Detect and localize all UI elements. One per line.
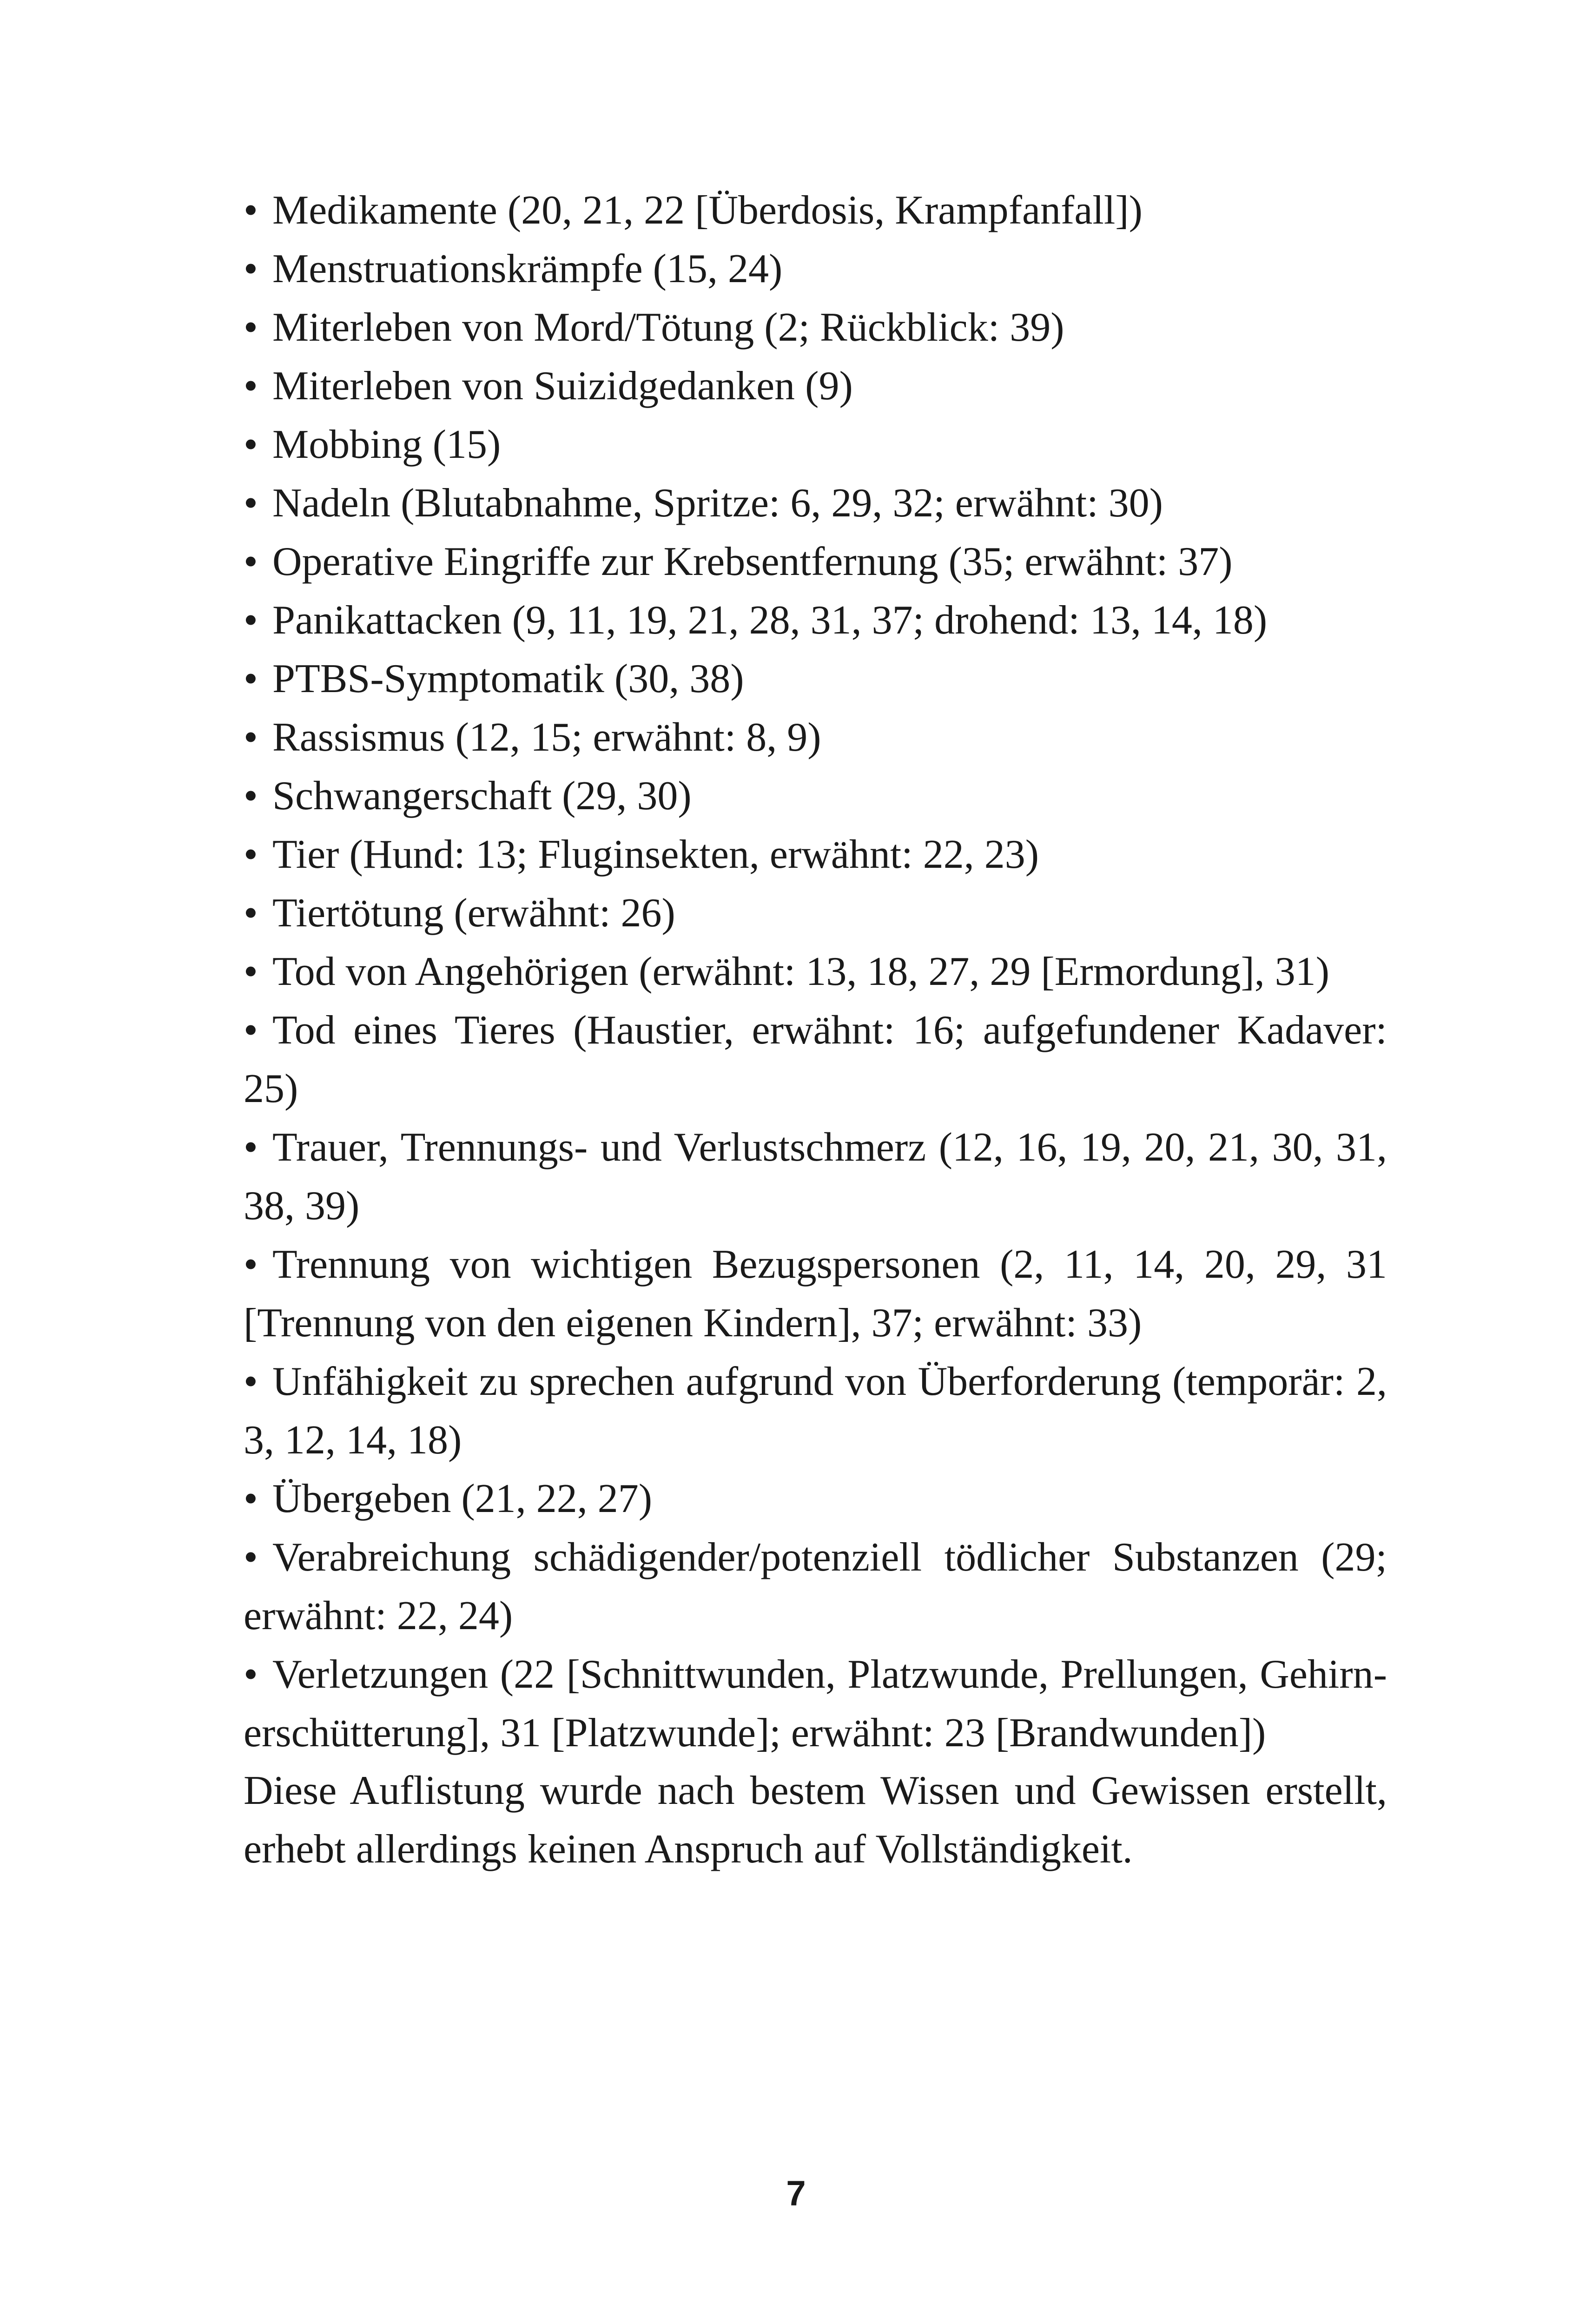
list-item — [244, 825, 1387, 884]
bullet: • — [244, 481, 258, 526]
bullet: • — [244, 363, 258, 409]
bullet: • — [244, 1476, 258, 1521]
list-item — [244, 1470, 1387, 1528]
list-item — [244, 357, 1387, 416]
bullet: • — [244, 1008, 258, 1053]
trigger-list — [244, 181, 1387, 1763]
list-item — [244, 884, 1387, 943]
list-item-text: Verletzungen (22 [Schnittwunden, Platzwunde, Prellungen, Gehirnerschütterung], 31 [Platzwunde]; erwähnt: 23 [Brandwunden]) — [244, 1652, 1387, 1756]
list-item-text: Tiertötung (erwähnt: 26) — [272, 891, 675, 936]
bullet: • — [244, 891, 258, 936]
bullet: • — [244, 656, 258, 701]
list-item — [244, 708, 1387, 767]
list-item-text: Verabreichung schädigender/potenziell tödlicher Substanzen (29; erwähnt: 22, 24) — [244, 1535, 1387, 1638]
list-item-text: Schwangerschaft (29, 30) — [272, 773, 692, 819]
list-item-text: PTBS-Symptomatik (30, 38) — [272, 656, 744, 701]
list-item-text: Nadeln (Blutabnahme, Spritze: 6, 29, 32; erwähnt: 30) — [272, 481, 1163, 526]
list-item-text: Tod von Angehörigen (erwähnt: 13, 18, 27, 29 [Ermordung], 31) — [272, 949, 1330, 994]
list-item — [244, 181, 1387, 240]
bullet: • — [244, 188, 258, 233]
list-item — [244, 533, 1387, 591]
bullet: • — [244, 832, 258, 877]
list-item-text: Medikamente (20, 21, 22 [Überdosis, Krampfanfall]) — [272, 188, 1143, 233]
bullet: • — [244, 598, 258, 643]
list-item — [244, 767, 1387, 825]
list-item-text: Menstruationskrämpfe (15, 24) — [272, 246, 783, 291]
list-item-text: Miterleben von Suizidgedanken (9) — [272, 363, 853, 409]
list-item — [244, 416, 1387, 474]
bullet: • — [244, 715, 258, 760]
list-item-text: Panikattacken (9, 11, 19, 21, 28, 31, 37; drohend: 13, 14, 18) — [272, 598, 1268, 643]
list-item-text: Übergeben (21, 22, 27) — [272, 1476, 653, 1521]
list-item — [244, 943, 1387, 1001]
list-item-text: Miterleben von Mord/Tötung (2; Rückblick: 39) — [272, 305, 1064, 350]
list-item-text: Rassismus (12, 15; erwähnt: 8, 9) — [272, 715, 821, 760]
list-item — [244, 240, 1387, 298]
bullet: • — [244, 1242, 258, 1287]
list-item — [244, 474, 1387, 533]
bullet: • — [244, 1125, 258, 1170]
list-item-text: Unfähigkeit zu sprechen aufgrund von Überforderung (temporär: 2, 3, 12, 14, 18) — [244, 1359, 1387, 1463]
bullet: • — [244, 305, 258, 350]
list-item — [244, 650, 1387, 708]
bullet: • — [244, 949, 258, 994]
completeness-note: Diese Auflistung wurde nach bestem Wissen und Gewissen erstellt, erhebt allerdings keinen Anspruch auf Vollständigkeit. — [244, 1768, 1387, 1872]
list-item-text: Tier (Hund: 13; Fluginsekten, erwähnt: 22, 23) — [272, 832, 1039, 877]
list-item-text: Trauer, Trennungs- und Verlustschmerz (12, 16, 19, 20, 21, 30, 31, 38, 39) — [244, 1125, 1387, 1228]
bullet: • — [244, 1359, 258, 1404]
bullet: • — [244, 1652, 258, 1697]
bullet: • — [244, 773, 258, 819]
list-item-text: Trennung von wichtigen Bezugspersonen (2, 11, 14, 20, 29, 31 [Trennung von den eigenen Kindern], 37; erwähnt: 33) — [244, 1242, 1387, 1346]
bullet: • — [244, 1535, 258, 1580]
list-item — [244, 1353, 1387, 1470]
list-item — [244, 591, 1387, 650]
page-number: 7 — [786, 2174, 806, 2213]
list-item-text: Mobbing (15) — [272, 422, 501, 467]
list-item — [244, 1235, 1387, 1353]
list-item-text: Operative Eingriffe zur Krebsentfernung (35; erwähnt: 37) — [272, 539, 1233, 584]
list-item — [244, 1001, 1387, 1118]
bullet: • — [244, 422, 258, 467]
list-item-text: Tod eines Tieres (Haustier, erwähnt: 16; aufgefundener Kadaver: 25) — [244, 1008, 1387, 1111]
bullet: • — [244, 539, 258, 584]
list-item — [244, 1645, 1387, 1763]
bullet: • — [244, 246, 258, 291]
list-item — [244, 1118, 1387, 1235]
list-item — [244, 1528, 1387, 1645]
list-item — [244, 298, 1387, 357]
